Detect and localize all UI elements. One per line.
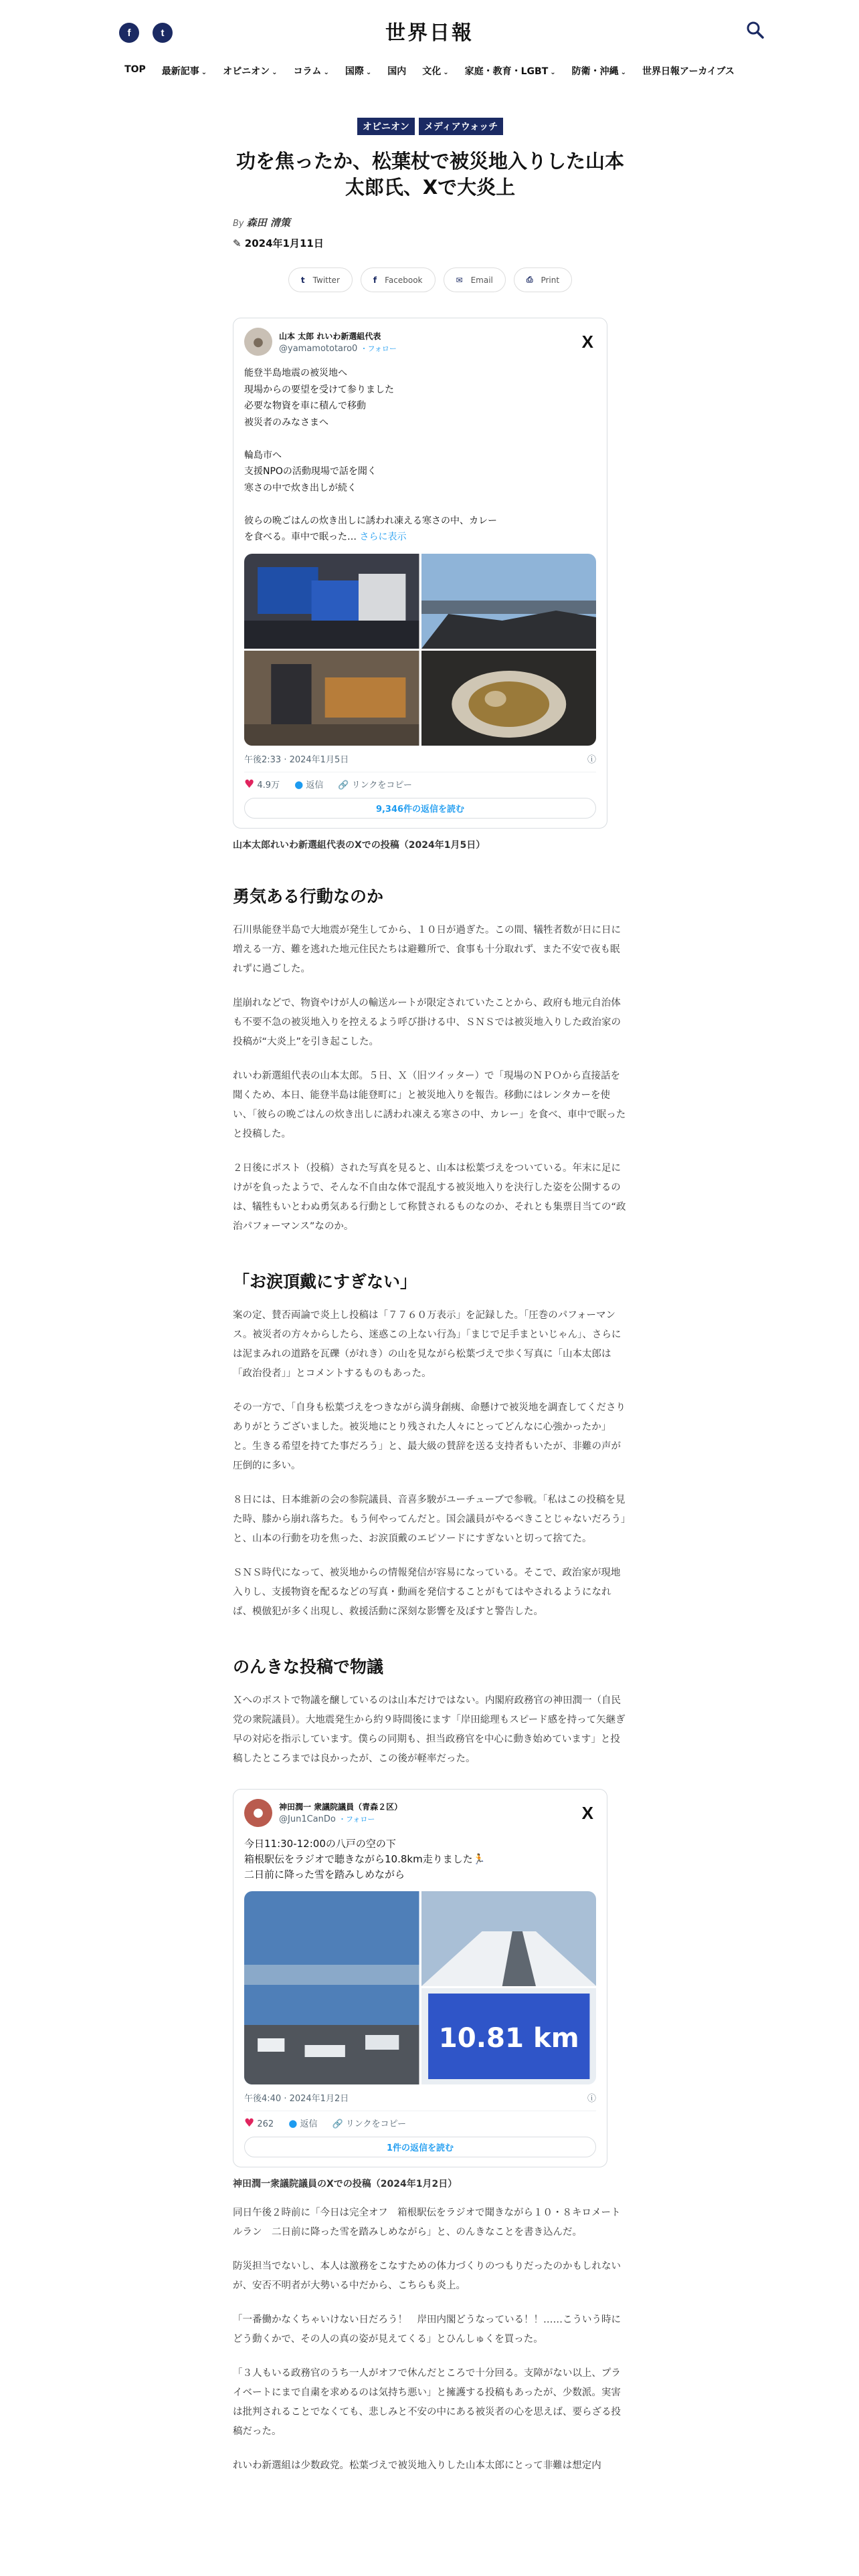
site-logo[interactable]: 世界日報 — [385, 21, 474, 45]
share-bar — [233, 267, 628, 292]
paragraph: 案の定、賛否両論で炎上し投稿は「７７６０万表示」を記録した。「圧巻のパフォーマンス。被災者の方々からしたら、迷惑この上ない行為」「まじで足手まといじゃん」、さらには泥まみれの道路を瓦礫（がれき）の山を見ながら松葉づえで歩く写真に「山本太郎は「政治役者」」とコメントするものもあった。 — [233, 1309, 622, 1379]
reply-label: 返信 — [306, 780, 324, 791]
nav-item-label: 家庭・教育・LGBT — [464, 66, 549, 77]
chevron-down-icon: ⌄ — [443, 69, 449, 76]
tweet-display-name[interactable]: 神田潤一 衆議院議員（青森２区） — [279, 1802, 403, 1812]
avatar[interactable]: ● — [244, 328, 272, 356]
copy-link-button[interactable] — [332, 2117, 406, 2129]
section-heading: のんきな投稿で物議 — [233, 1656, 384, 1677]
link-icon: 🔗 — [338, 780, 349, 791]
article — [233, 114, 628, 2476]
paragraph: 崖崩れなどで、物資やけが人の輸送ルートが限定されていたことから、政府も地元自治体も不要不急の被災地入りを控えるよう呼び掛ける中、ＳＮＳでは被災地入りした政治家の投稿が“大炎上”を引き起こした。 — [233, 997, 621, 1047]
nav-item-label: 国内 — [387, 66, 407, 77]
nav-item-3[interactable] — [294, 64, 329, 78]
chevron-down-icon: ⌄ — [323, 69, 329, 76]
share-label: Facebook — [385, 275, 423, 285]
photo-winter-sky[interactable] — [244, 1891, 419, 2084]
chevron-down-icon: ⌄ — [201, 69, 207, 76]
tweet-caption: 神田潤一衆議院議員のXでの投稿（2024年1月2日） — [233, 2178, 458, 2189]
main-nav — [0, 64, 859, 78]
chevron-down-icon: ⌄ — [365, 69, 372, 76]
photo-crutches[interactable] — [244, 651, 419, 746]
nav-item-7[interactable] — [465, 64, 556, 78]
paragraph: Ｘへのポストで物議を醸しているのは山本だけではない。内閣府政務官の神田潤一（自民党の衆院議員）。大地震発生から約９時間後にます「岸田総理もスピード感を持って矢継ぎ早の対応を指示しています。僕らの同期も、担当政務官を中心に動き始めています」と投稿したところまでは良かったが、この後が軽率だった。 — [233, 1695, 626, 1764]
nav-item-6[interactable] — [422, 64, 448, 78]
like-count: 262 — [257, 2119, 274, 2129]
twitter-icon[interactable]: t — [153, 23, 173, 43]
search-icon[interactable] — [745, 20, 765, 40]
x-logo-icon[interactable]: X — [581, 1802, 593, 1823]
tag-media-watch[interactable]: メディアウォッチ — [419, 118, 503, 135]
embedded-tweet[interactable] — [233, 1789, 607, 2167]
reply-button[interactable] — [288, 2117, 317, 2129]
paragraph: 同日午後２時前に「今日は完全オフ 箱根駅伝をラジオで聞きながら１０・８キロメートルラン 二日前に降った雪を踏みしめながら」と、のんきなことを書き込んだ。 — [233, 2207, 621, 2238]
share-label: Email — [470, 275, 493, 285]
tweet-timestamp[interactable]: 午後4:40 · 2024年1月2日 — [244, 2093, 349, 2104]
reply-label: 返信 — [300, 2119, 318, 2130]
nav-item-label: オピニオン — [223, 66, 270, 77]
follow-link[interactable]: ・フォロー — [338, 1815, 375, 1824]
nav-item-1[interactable] — [162, 64, 207, 78]
author-link[interactable]: 森田 清策 — [246, 217, 290, 229]
show-more-link[interactable]: さらに表示 — [359, 532, 407, 543]
share-label: Print — [541, 275, 560, 285]
site-header — [0, 0, 859, 94]
share-print-button[interactable] — [514, 267, 572, 292]
paragraph: その一方で、「自身も松葉づえをつきながら満身創痍、命懸けで被災地を調査してくださりありがとうございました。被災地にとり残された人々にとってどんなに心強かったか」と。生きる希望を持てた事だろう」と、最大級の賛辞を送る支持者もいたが、非難の声が圧倒的に多い。 — [233, 1402, 626, 1471]
comment-icon: ● — [288, 2117, 298, 2130]
tweet-handle[interactable]: @Jun1CanDo — [279, 1814, 336, 1825]
tweet-body: 今日11:30-12:00の八戸の空の下 箱根駅伝をラジオで聴きながら10.8km走りました🏃 二日前に降った雪を踏みしめながら — [244, 1837, 486, 1881]
read-replies-button[interactable]: 1件の返信を読む — [244, 2137, 596, 2157]
tweet-text: 能登半島地震の被災地へ 現場からの要望を受けて参りました 必要な物資を車に積んで移動 被災者のみなさまへ 輪島市へ 支援NPOの活動現場で話を聞く 寒さの中で炊き出しが続く 彼らの晩ごはんの炊き出しに誘われ凍える寒さの中、カレー を食べる。車中で眠った… さらに表示 — [244, 368, 497, 543]
link-icon: 🔗 — [332, 2119, 343, 2130]
read-replies-button[interactable]: 9,346件の返信を読む — [244, 798, 596, 819]
comment-icon: ● — [294, 778, 304, 791]
nav-item-label: 最新記事 — [161, 66, 199, 77]
avatar[interactable]: ● — [244, 1799, 272, 1827]
x-logo-icon[interactable]: X — [581, 332, 593, 352]
nav-item-label: コラム — [293, 66, 322, 77]
paragraph: 「３人もいる政務官のうち一人がオフで休んだところで十分回る。支障がない以上、プライベートにまで自粛を求めるのは気持ち悪い」と擁護する投稿もあったが、少数派。実害は批判されることでなくても、悲しみと不安の中にある被災者の心を思えば、要らざる投稿だった。 — [233, 2367, 621, 2437]
nav-item-label: TOP — [124, 64, 146, 75]
pencil-icon: ✎ — [233, 237, 245, 250]
category-tags — [233, 118, 628, 135]
photo-curry[interactable] — [421, 651, 597, 746]
tweet-photos[interactable] — [244, 1891, 596, 2084]
facebook-icon: f — [373, 275, 377, 285]
like-count: 4.9万 — [257, 780, 280, 790]
tweet-caption: 山本太郎れいわ新選組代表のXでの投稿（2024年1月5日） — [233, 839, 486, 851]
photo-supplies[interactable] — [244, 554, 419, 649]
nav-item-label: 防衛・沖縄 — [571, 66, 619, 77]
distance-text: 10.81 km — [438, 2022, 579, 2054]
tweet-display-name[interactable]: 山本 太郎 れいわ新選組代表 — [279, 331, 381, 341]
copy-link-button[interactable] — [338, 778, 412, 790]
section-heading: 「お涙頂戴にすぎない」 — [233, 1271, 417, 1291]
publish-date-text: 2024年1月11日 — [244, 237, 324, 250]
byline — [233, 215, 628, 229]
twitter-icon: t — [300, 275, 305, 285]
nav-item-label: 文化 — [422, 66, 442, 77]
embedded-tweet[interactable] — [233, 318, 607, 829]
nav-item-label: 国際 — [345, 66, 364, 77]
publish-date — [233, 236, 628, 250]
copy-link-label: リンクをコピー — [345, 2119, 407, 2130]
nav-item-4[interactable] — [345, 64, 371, 78]
tweet-photos[interactable] — [244, 554, 596, 746]
reply-button[interactable] — [294, 778, 323, 790]
print-icon: ⎙ — [526, 275, 533, 285]
like-button[interactable] — [244, 778, 280, 791]
nav-item-0[interactable] — [124, 64, 146, 78]
paragraph: れいわ新選組は少数政党。松葉づえで被災地入りした山本太郎にとって非難は想定内 — [233, 2460, 601, 2471]
share-label: Twitter — [312, 275, 340, 285]
byline-prefix: By — [233, 219, 244, 229]
facebook-icon[interactable]: f — [119, 23, 139, 43]
chevron-down-icon: ⌄ — [620, 69, 627, 76]
mail-icon: ✉ — [456, 275, 463, 285]
tweet-handle[interactable]: @yamamototaro0 — [279, 343, 358, 354]
share-email-button[interactable] — [444, 267, 506, 292]
nav-item-5[interactable] — [387, 64, 406, 78]
share-facebook-button[interactable] — [361, 267, 436, 292]
copy-link-label: リンクをコピー — [351, 780, 412, 791]
photo-damaged-road[interactable] — [421, 554, 597, 649]
follow-link[interactable]: ・フォロー — [360, 344, 397, 353]
like-button[interactable] — [244, 2117, 274, 2130]
tag-opinion[interactable]: オピニオン — [357, 118, 415, 135]
share-twitter-button[interactable] — [288, 267, 353, 292]
photo-run-distance[interactable] — [421, 1988, 597, 2084]
photo-snowy-road[interactable] — [421, 1891, 597, 1986]
paragraph: ８日には、日本維新の会の参院議員、音喜多駿がユーチューブで参戦。「私はこの投稿を見た時、膝から崩れ落ちた。もう何やってんだと。国会議員がやるべきことじゃないだろう」と、山本の行動を功を焦った、お涙頂戴のエピソードにすぎないと切って捨てた。 — [233, 1494, 626, 1544]
paragraph: 石川県能登半島で大地震が発生してから、１０日が過ぎた。この間、犠牲者数が日に日に増える一方、難を逃れた地元住民たちは避難所で、食事も十分取れず、また不安で夜も眠れずに過ごした。 — [233, 924, 621, 974]
heart-icon: ♥ — [244, 2116, 255, 2130]
paragraph: 「一番働かなくちゃいけない日だろう！ 岸田内閣どうなっている！！……こういう時にどう動くかで、その人の真の姿が見えてくる」とひんしゅくを買った。 — [233, 2314, 621, 2345]
chevron-down-icon: ⌄ — [550, 69, 556, 76]
tweet-body: 能登半島地震の被災地へ 現場からの要望を受けて参りました 必要な物資を車に積んで移動 被災者のみなさまへ 輪島市へ 支援NPOの活動現場で話を聞く 寒さの中で炊き出しが続く 彼らの晩ごはんの炊き出しに誘われ凍える寒さの中、カレー を食べる。車中で眠った — [244, 368, 497, 543]
page-title: 功を焦ったか、松葉杖で被災地入りした山本太郎氏、Xで大炎上 — [235, 150, 624, 199]
heart-icon: ♥ — [244, 777, 255, 791]
nav-item-2[interactable] — [223, 64, 277, 78]
paragraph: れいわ新選組代表の山本太郎。５日、Ｘ（旧ツイッター）で「現場のＮＰＯから直接話を聞くため、本日、能登半島は能登町に」と被災地入りを報告。移動にはレンタカーを使い、「彼らの晩ごはんの炊き出しに誘われ凍える寒さの中、カレー」を食べ、車中で眠ったと投稿した。 — [233, 1070, 626, 1140]
info-icon[interactable]: ⓘ — [587, 754, 596, 765]
info-icon[interactable]: ⓘ — [587, 2093, 596, 2104]
nav-item-label: 世界日報アーカイブス — [642, 66, 735, 77]
section-heading: 勇気ある行動なのか — [233, 886, 384, 906]
nav-item-8[interactable] — [572, 64, 626, 78]
paragraph: ＳＮＳ時代になって、被災地からの情報発信が容易になっている。そこで、政治家が現地入りし、支援物資を配るなどの写真・動画を発信することがもてはやされるようになれば、模倣犯が多く出現し、救援活動に深刻な影響を及ぼすと警告した。 — [233, 1567, 621, 1617]
paragraph: 防災担当でないし、本人は激務をこなすための体力づくりのつもりだったのかもしれないが、安否不明者が大勢いる中だから、こちらも炎上。 — [233, 2260, 621, 2291]
paragraph: ２日後にポスト（投稿）された写真を見ると、山本は松葉づえをついている。年末に足にけがを負ったようで、そんな不自由な体で混乱する被災地入りを決行した姿を公開するのは、犠牲もいとわぬ勇気ある行動として称賛されるものなのか、それとも集票目当ての“政治パフォーマンス”なのか。 — [233, 1162, 626, 1232]
tweet-timestamp[interactable]: 午後2:33 · 2024年1月5日 — [244, 754, 349, 765]
chevron-down-icon: ⌄ — [272, 69, 278, 76]
nav-item-9[interactable] — [642, 64, 735, 78]
